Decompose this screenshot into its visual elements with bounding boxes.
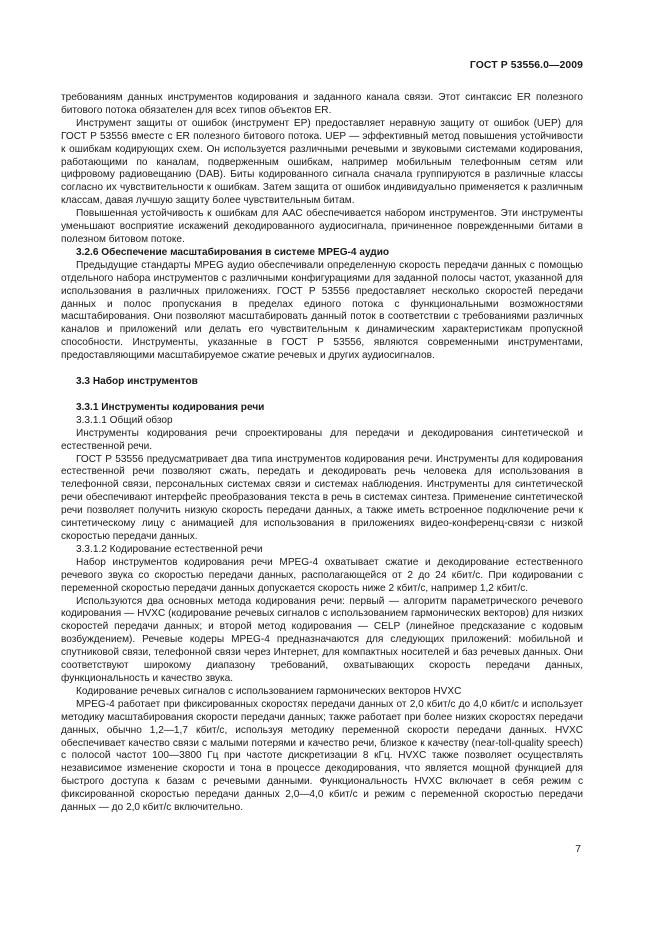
- paragraph: Предыдущие стандарты MPEG аудио обеспечивали определенную скорость передачи данных с помощью отдельного набора инструментов с различными конфигурациями для заданной полосы частот, указанной для использования в различных приложениях. ГОСТ Р 53556 предоставляет несколько скоростей передачи данных и полос пропускания в пределах единого потока с функциональными возможностями масштабирования. Они позволяют масштабировать данный поток в соответствии с требованиями различных каналов и приложений или делать его чувствительным к динамическим характеристикам пропускной способности. Инструменты, указанные в ГОСТ Р 53556, являются современными инструментами, предоставляющими масштабируемое сжатие речевых и других аудиосигналов.: [61, 259, 583, 362]
- paragraph: требованиям данных инструментов кодирования и заданного канала связи. Этот синтаксис ER полезного битового потока обязателен для всех типов объектов ER.: [61, 92, 583, 116]
- subsection-heading: Кодирование речевых сигналов с использованием гармонических векторов HVXC: [76, 685, 462, 697]
- document-body: [61, 92, 583, 815]
- spacer: [61, 363, 583, 376]
- paragraph: Повышенная устойчивость к ошибкам для ААС обеспечивается набором инструментов. Эти инструменты уменьшают восприятие искажений декодированного аудиосигнала, причиненное поврежденными битами в полезном битовом потоке.: [61, 208, 583, 245]
- paragraph: ГОСТ Р 53556 предусматривает два типа инструментов кодирования речи. Инструменты для кодирования естественной речи позволяют сжать, передать и декодировать речь человека для использования в телефонной связи, персональных системах связи и системах наблюдения. Инструменты для синтетической речи обеспечивают интерфейс преобразования текста в речь в системах синтеза. Применение синтетической речи позволяет получить низкую скорость передачи данных, а также иметь встроенное подключение речи к синтетическому лицу с анимацией для использования в приложениях видео-конференц-связи с низкой скоростью передачи данных.: [61, 453, 583, 542]
- section-heading: 3.2.6 Обеспечение масштабирования в системе MPEG-4 аудио: [76, 246, 390, 258]
- paragraph: Инструмент защиты от ошибок (инструмент ЕР) предоставляет неравную защиту от ошибок (UEP) для ГОСТ Р 53556 вместе с ER полезного битового потока. UEP — эффективный метод повышения устойчивости к ошибкам кодирующих схем. Он используется различными речевыми и звуковыми системами кодирования, работающими по каналам, подверженным ошибкам, например мобильным телефонным сетям или цифровому радиовещанию (DAB). Биты кодированного сигнала сначала группируются в различные классы согласно их чувствительности к ошибкам. Затем защита от ошибок индивидуально применяется к различным классам, давая лучшую защиту более чувствительным битам.: [61, 117, 583, 207]
- document-header: ГОСТ Р 53556.0—2009: [469, 60, 583, 71]
- section-heading: 3.3.1 Инструменты кодирования речи: [76, 401, 265, 413]
- paragraph: Используются два основных метода кодирования речи: первый — алгоритм параметрического речевого кодирования — HVXC (кодирование речевых сигналов с использованием гармонических векторов) для низких скоростей передачи данных; и второй метод кодирования — CELP (линейное предсказание с кодовым возбуждением). Речевые кодеры MPEG-4 предназначаются для следующих приложений: мобильной и спутниковой связи, телефонной связи через Интернет, для компактных носителей и баз речевых данных. Они соответствуют широкому диапазону требований, охватывающих скорость передачи данных, функциональность и качество звука.: [61, 595, 583, 684]
- paragraph: Набор инструментов кодирования речи MPEG-4 охватывает сжатие и декодирование естественного речевого звука со скоростью передачи данных, располагающейся от 2 до 24 кбит/с. При кодировании с переменной скоростью передачи данных допускается скорость ниже 2 кбит/с, например 1,2 кбит/с.: [61, 556, 583, 594]
- paragraph: Инструменты кодирования речи спроектированы для передачи и декодирования синтетической и естественной речи.: [61, 427, 583, 452]
- subsection-heading: 3.3.1.2 Кодирование естественной речи: [76, 543, 263, 555]
- spacer: [61, 389, 583, 402]
- section-heading: 3.3 Набор инструментов: [76, 376, 198, 388]
- subsection-heading: 3.3.1.1 Общий обзор: [76, 414, 173, 426]
- paragraph: MPEG-4 работает при фиксированных скоростях передачи данных от 2,0 кбит/с до 4,0 кбит/с и использует методику масштабирования скорости передачи данных; также работает при более низких скоростях передачи данных, обычно 1,2—1,7 кбит/с, используя методику переменной скорости передачи данных. HVXC обеспечивает качество связи с малыми потерями и качество речи, близкое к качеству (near-toll-quality speech) с полосой частот 100—3800 Гц при частоте дискретизации 8 кГц. HVXC также позволяет осуществлять независимое изменение скорости и тона в процессе декодирования, что является мощной функцией для быстрого доступа к базам с речевыми данными. Функциональность HVXC включает в себя режим с фиксированной скоростью передачи данных 2,0—4,0 кбит/с и режим с переменной скоростью передачи данных — до 2,0 кбит/с включительно.: [61, 698, 583, 814]
- page-number: 7: [575, 844, 581, 855]
